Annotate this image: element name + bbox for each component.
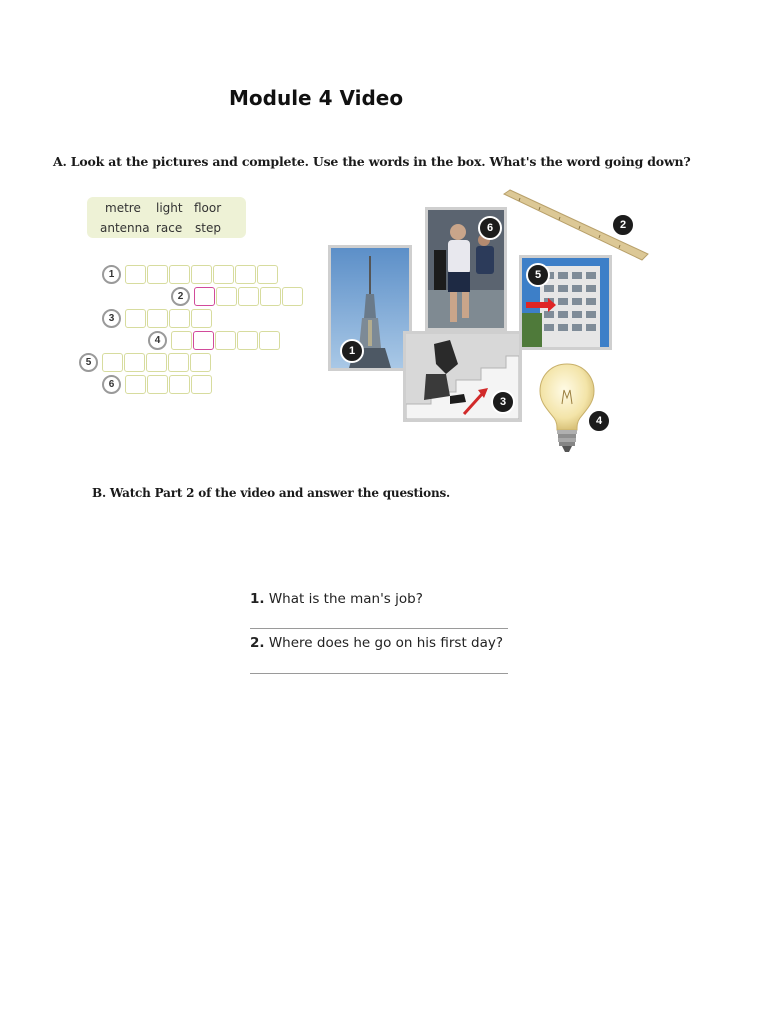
word-race: race — [156, 221, 183, 235]
crossword-cell[interactable] — [238, 287, 259, 306]
crossword-cell[interactable] — [215, 331, 236, 350]
word-floor: floor — [194, 201, 222, 215]
crossword-cell[interactable] — [213, 265, 234, 284]
crossword-cell[interactable] — [190, 353, 211, 372]
crossword-number-2: 2 — [171, 287, 190, 306]
section-b-instruction: B. Watch Part 2 of the video and answer the questions. — [92, 486, 451, 500]
answer-line-1[interactable] — [250, 628, 508, 629]
light-bulb-icon — [536, 360, 598, 458]
crossword-cell[interactable] — [282, 287, 303, 306]
crossword-number-6: 6 — [102, 375, 121, 394]
crossword-number-5: 5 — [79, 353, 98, 372]
crossword-cell[interactable] — [147, 265, 168, 284]
crossword-cell[interactable] — [125, 309, 146, 328]
crossword-cell[interactable] — [171, 331, 192, 350]
picture-label-3: 3 — [491, 390, 515, 414]
picture-label-6: 6 — [478, 216, 502, 240]
crossword-cell[interactable] — [125, 265, 146, 284]
crossword-cell[interactable] — [257, 265, 278, 284]
crossword-cell[interactable] — [259, 331, 280, 350]
section-a-instruction: A. Look at the pictures and complete. Use the words in the box. What's the word going down? — [53, 154, 691, 169]
crossword-cell[interactable] — [193, 331, 214, 350]
crossword-number-1: 1 — [102, 265, 121, 284]
question-1-number: 1. — [250, 591, 265, 607]
crossword-cell[interactable] — [146, 353, 167, 372]
crossword-number-4: 4 — [148, 331, 167, 350]
question-1-text: What is the man's job? — [268, 591, 423, 607]
crossword-number-3: 3 — [102, 309, 121, 328]
question-2 — [250, 635, 503, 651]
crossword-cell[interactable] — [216, 287, 237, 306]
word-antenna: antenna — [100, 221, 150, 235]
page-title: Module 4 Video — [229, 86, 404, 110]
crossword-cell[interactable] — [124, 353, 145, 372]
picture-label-4: 4 — [587, 409, 611, 433]
crossword-cell[interactable] — [235, 265, 256, 284]
crossword-cell[interactable] — [169, 309, 190, 328]
answer-line-2[interactable] — [250, 673, 508, 674]
crossword-cell[interactable] — [102, 353, 123, 372]
word-step: step — [195, 221, 221, 235]
crossword-cell[interactable] — [237, 331, 258, 350]
crossword-cell[interactable] — [169, 375, 190, 394]
word-light: light — [156, 201, 183, 215]
crossword-cell[interactable] — [260, 287, 281, 306]
crossword-cell[interactable] — [169, 265, 190, 284]
question-2-number: 2. — [250, 635, 265, 651]
crossword-cell[interactable] — [191, 309, 212, 328]
question-1 — [250, 591, 423, 607]
crossword-cell[interactable] — [191, 375, 212, 394]
picture-label-2: 2 — [611, 213, 635, 237]
picture-label-5: 5 — [526, 263, 550, 287]
crossword-cell[interactable] — [168, 353, 189, 372]
picture-label-1: 1 — [340, 339, 364, 363]
crossword-cell[interactable] — [147, 309, 168, 328]
word-metre: metre — [105, 201, 141, 215]
question-2-text: Where does he go on his first day? — [268, 635, 504, 651]
crossword-cell[interactable] — [194, 287, 215, 306]
crossword-cell[interactable] — [125, 375, 146, 394]
crossword-cell[interactable] — [147, 375, 168, 394]
crossword-cell[interactable] — [191, 265, 212, 284]
word-box — [87, 197, 246, 238]
